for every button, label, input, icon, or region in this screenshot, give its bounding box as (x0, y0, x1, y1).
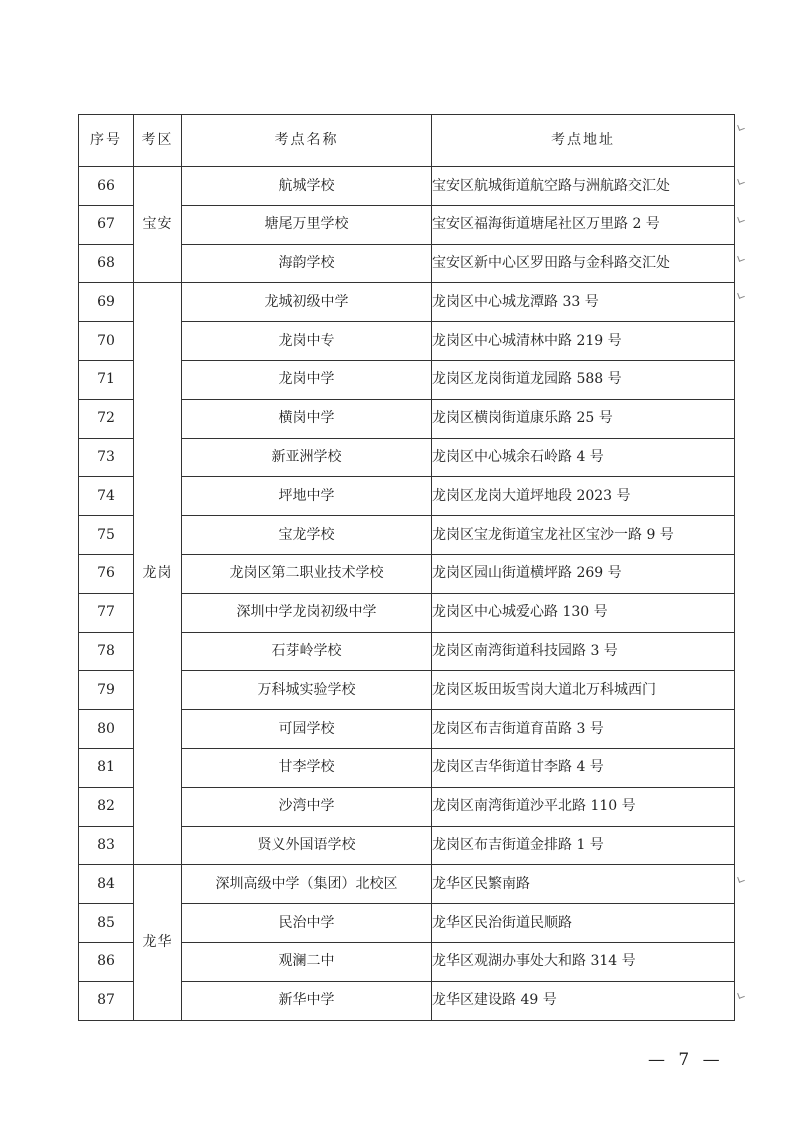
venue-name: 航城学校 (182, 167, 432, 206)
district-cell: 龙岗 (134, 283, 182, 865)
venue-name: 沙湾中学 (182, 787, 432, 826)
row-number: 77 (79, 593, 134, 632)
table-row (79, 167, 735, 206)
venue-name: 龙岗中专 (182, 322, 432, 361)
row-number: 83 (79, 826, 134, 865)
margin-tick-mark (737, 291, 745, 299)
margin-tick-mark (737, 123, 745, 131)
venue-address: 龙岗区坂田坂雪岗大道北万科城西门 (432, 671, 735, 710)
table-row (79, 865, 735, 904)
venue-name: 塘尾万里学校 (182, 205, 432, 244)
margin-tick-mark (737, 875, 745, 883)
margin-tick-mark (737, 254, 745, 262)
venue-address: 宝安区航城街道航空路与洲航路交汇处 (432, 167, 735, 206)
header-district: 考区 (134, 115, 182, 167)
venue-name: 横岗中学 (182, 399, 432, 438)
district-cell: 宝安 (134, 167, 182, 283)
venue-name: 万科城实验学校 (182, 671, 432, 710)
row-number: 70 (79, 322, 134, 361)
venue-address: 龙岗区布吉街道育苗路 3 号 (432, 710, 735, 749)
row-number: 69 (79, 283, 134, 322)
venue-address: 龙华区建设路 49 号 (432, 981, 735, 1020)
row-number: 75 (79, 516, 134, 555)
row-number: 67 (79, 205, 134, 244)
venue-address: 龙岗区龙岗大道坪地段 2023 号 (432, 477, 735, 516)
venue-address: 龙岗区布吉街道金排路 1 号 (432, 826, 735, 865)
venue-name: 可园学校 (182, 710, 432, 749)
margin-tick-mark (737, 177, 745, 185)
venue-name: 龙城初级中学 (182, 283, 432, 322)
row-number: 84 (79, 865, 134, 904)
venue-name: 甘李学校 (182, 748, 432, 787)
venue-address: 龙岗区南湾街道科技园路 3 号 (432, 632, 735, 671)
venue-name: 新亚洲学校 (182, 438, 432, 477)
header-num: 序号 (79, 115, 134, 167)
venue-name: 贤义外国语学校 (182, 826, 432, 865)
row-number: 68 (79, 244, 134, 283)
venue-address: 龙岗区中心城余石岭路 4 号 (432, 438, 735, 477)
venue-address: 龙岗区中心城爱心路 130 号 (432, 593, 735, 632)
venue-address: 龙岗区中心城清林中路 219 号 (432, 322, 735, 361)
venue-name: 宝龙学校 (182, 516, 432, 555)
venue-address: 龙华区观湖办事处大和路 314 号 (432, 942, 735, 981)
margin-tick-mark (737, 991, 745, 999)
row-number: 82 (79, 787, 134, 826)
row-number: 72 (79, 399, 134, 438)
margin-tick-mark (737, 215, 745, 223)
page-number: — 7 — (648, 1050, 724, 1070)
table-header-row (79, 115, 735, 167)
venue-address: 宝安区福海街道塘尾社区万里路 2 号 (432, 205, 735, 244)
row-number: 71 (79, 360, 134, 399)
row-number: 74 (79, 477, 134, 516)
row-number: 76 (79, 554, 134, 593)
venue-address: 龙岗区宝龙街道宝龙社区宝沙一路 9 号 (432, 516, 735, 555)
venue-name: 坪地中学 (182, 477, 432, 516)
table-body (79, 167, 735, 1021)
header-venue-name: 考点名称 (182, 115, 432, 167)
venue-name: 龙岗中学 (182, 360, 432, 399)
venue-name: 深圳高级中学（集团）北校区 (182, 865, 432, 904)
row-number: 66 (79, 167, 134, 206)
venue-address: 龙岗区吉华街道甘李路 4 号 (432, 748, 735, 787)
row-number: 79 (79, 671, 134, 710)
district-cell: 龙华 (134, 865, 182, 1020)
venue-name: 新华中学 (182, 981, 432, 1020)
venue-address: 龙岗区南湾街道沙平北路 110 号 (432, 787, 735, 826)
venue-address: 宝安区新中心区罗田路与金科路交汇处 (432, 244, 735, 283)
venue-name: 海韵学校 (182, 244, 432, 283)
header-venue-address: 考点地址 (432, 115, 735, 167)
venue-address: 龙岗区龙岗街道龙园路 588 号 (432, 360, 735, 399)
row-number: 87 (79, 981, 134, 1020)
venue-address: 龙岗区横岗街道康乐路 25 号 (432, 399, 735, 438)
row-number: 78 (79, 632, 134, 671)
row-number: 73 (79, 438, 134, 477)
row-number: 81 (79, 748, 134, 787)
exam-venue-table (78, 114, 735, 1021)
venue-address: 龙华区民繁南路 (432, 865, 735, 904)
venue-address: 龙岗区中心城龙潭路 33 号 (432, 283, 735, 322)
venue-name: 石芽岭学校 (182, 632, 432, 671)
venue-name: 龙岗区第二职业技术学校 (182, 554, 432, 593)
venue-name: 观澜二中 (182, 942, 432, 981)
venue-address: 龙华区民治街道民顺路 (432, 904, 735, 943)
row-number: 86 (79, 942, 134, 981)
row-number: 85 (79, 904, 134, 943)
venue-name: 深圳中学龙岗初级中学 (182, 593, 432, 632)
venue-name: 民治中学 (182, 904, 432, 943)
row-number: 80 (79, 710, 134, 749)
table-row (79, 283, 735, 322)
venue-address: 龙岗区园山街道横坪路 269 号 (432, 554, 735, 593)
